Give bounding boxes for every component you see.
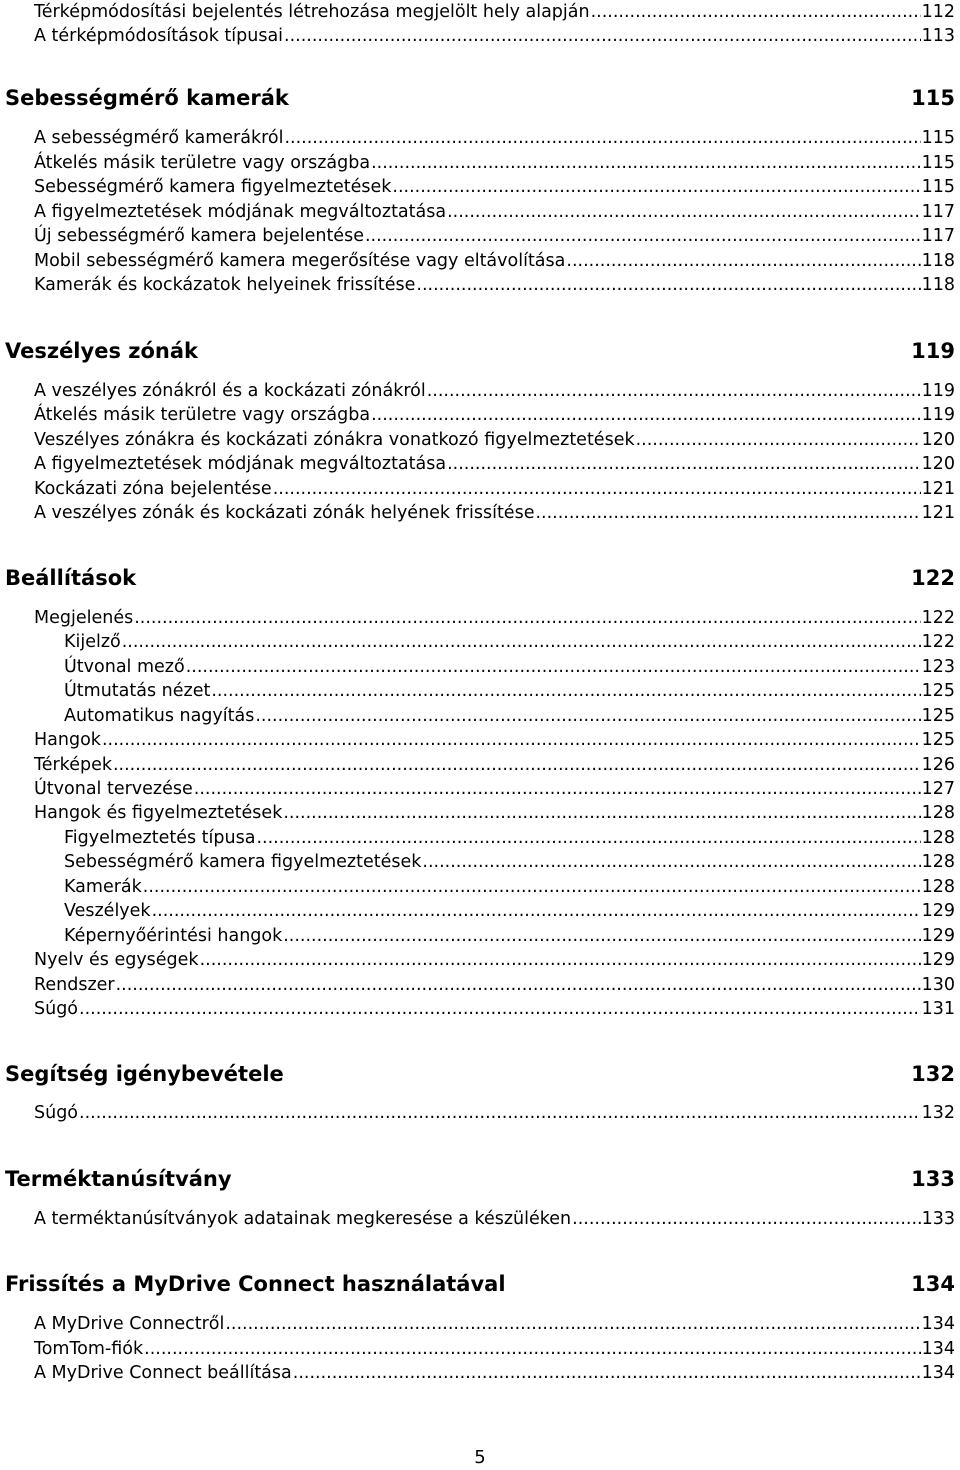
toc-entry-title: Képernyőérintési hangok xyxy=(64,926,283,946)
toc-entry-title: Átkelés másik területre vagy országba xyxy=(34,153,371,173)
dot-leader xyxy=(371,151,921,175)
dot-leader xyxy=(79,1101,921,1125)
toc-entry-title: Megjelenés xyxy=(34,608,134,628)
dot-leader xyxy=(116,973,921,997)
section-heading-page: 132 xyxy=(911,1062,955,1086)
toc-entry-title: A MyDrive Connect beállítása xyxy=(34,1363,292,1383)
dot-leader xyxy=(283,924,920,948)
toc-entry[interactable] xyxy=(34,200,955,224)
toc-entry-page: 128 xyxy=(921,852,955,872)
dot-leader xyxy=(144,1337,920,1361)
toc-entry-title: Útvonal tervezése xyxy=(34,779,193,799)
toc-entry-title: Átkelés másik területre vagy országba xyxy=(34,405,371,425)
toc-entry-title: Nyelv és egységek xyxy=(34,950,199,970)
toc-entry-title: Hangok xyxy=(34,730,101,750)
toc-entry-title: Súgó xyxy=(34,999,79,1019)
dot-leader xyxy=(572,1207,920,1231)
section-heading-title: Terméktanúsítvány xyxy=(5,1167,232,1191)
toc-entry[interactable] xyxy=(34,1207,955,1231)
toc-entry[interactable] xyxy=(34,249,955,273)
toc-entry-title: Automatikus nagyítás xyxy=(64,706,255,726)
section-heading-page: 115 xyxy=(911,86,955,110)
toc-entry-title: Térképek xyxy=(34,755,112,775)
toc-entry-page: 125 xyxy=(921,730,955,750)
dot-leader xyxy=(422,850,920,874)
toc-entry-page: 133 xyxy=(921,1209,955,1229)
toc-entry-title: Sebességmérő kamera figyelmeztetések xyxy=(34,177,392,197)
toc-entry[interactable] xyxy=(34,1361,955,1385)
toc-entry-title: Sebességmérő kamera figyelmeztetések xyxy=(64,852,422,872)
toc-entry-page: 128 xyxy=(921,803,955,823)
toc-entry[interactable] xyxy=(64,924,955,948)
toc-entry-page: 132 xyxy=(921,1103,955,1123)
toc-entry-title: Hangok és figyelmeztetések xyxy=(34,803,283,823)
toc-entry-title: Útmutatás nézet xyxy=(64,681,211,701)
dot-leader xyxy=(293,1361,921,1385)
dot-leader xyxy=(427,379,921,403)
toc-entry-page: 126 xyxy=(921,755,955,775)
toc-entry-page: 129 xyxy=(921,950,955,970)
section-heading-title: Segítség igénybevétele xyxy=(5,1062,284,1086)
section-heading xyxy=(5,1059,955,1089)
toc-entry-page: 118 xyxy=(921,251,955,271)
section-heading-title: Frissítés a MyDrive Connect használatával xyxy=(5,1272,506,1296)
dot-leader xyxy=(371,403,921,427)
toc-entry[interactable] xyxy=(34,379,955,403)
dot-leader xyxy=(225,1312,920,1336)
section-heading xyxy=(5,1269,955,1299)
dot-leader xyxy=(566,249,920,273)
toc-entry[interactable] xyxy=(34,126,955,150)
dot-leader xyxy=(636,428,921,452)
section-heading-page: 133 xyxy=(911,1167,955,1191)
toc-entry-title: A sebességmérő kamerákról xyxy=(34,128,284,148)
toc-entry[interactable] xyxy=(34,728,955,752)
dot-leader xyxy=(392,175,920,199)
toc-entry-title: TomTom-fiók xyxy=(34,1339,144,1359)
toc-entry[interactable] xyxy=(34,973,955,997)
section-heading xyxy=(5,1164,955,1194)
toc-entry-title: A figyelmeztetések módjának megváltoztatása xyxy=(34,202,447,222)
toc-entry-page: 125 xyxy=(921,681,955,701)
toc-entry-title: Súgó xyxy=(34,1103,79,1123)
section-heading-page: 119 xyxy=(911,339,955,363)
toc-entry-title: Figyelmeztetés típusa xyxy=(64,828,256,848)
toc-entry[interactable] xyxy=(34,403,955,427)
toc-entry-title: A veszélyes zónák és kockázati zónák helyének frissítése xyxy=(34,503,535,523)
toc-entry-page: 125 xyxy=(921,706,955,726)
toc-entry[interactable] xyxy=(34,753,955,777)
toc-entry-title: Kamerák és kockázatok helyeinek frissítése xyxy=(34,275,416,295)
dot-leader xyxy=(447,452,921,476)
toc-entry[interactable] xyxy=(64,899,955,923)
toc-entry[interactable] xyxy=(34,428,955,452)
toc-entry-title: Kijelző xyxy=(64,632,121,652)
toc-entry[interactable] xyxy=(34,606,955,630)
section-heading-title: Sebességmérő kamerák xyxy=(5,86,289,110)
toc-entry[interactable] xyxy=(34,0,955,24)
dot-leader xyxy=(284,24,921,48)
toc-entry-page: 129 xyxy=(921,926,955,946)
toc-entry[interactable] xyxy=(34,1312,955,1336)
section-heading xyxy=(5,336,955,366)
toc-entry[interactable] xyxy=(34,151,955,175)
toc-entry-page: 134 xyxy=(921,1363,955,1383)
toc-entry[interactable] xyxy=(34,24,955,48)
toc-entry[interactable] xyxy=(34,948,955,972)
toc-entry-page: 118 xyxy=(921,275,955,295)
dot-leader xyxy=(122,630,921,654)
toc-entry-page: 127 xyxy=(921,779,955,799)
toc-entry-title: A terméktanúsítványok adatainak megkeresése a készüléken xyxy=(34,1209,572,1229)
toc-entry-page: 123 xyxy=(921,657,955,677)
toc-entry-title: A térképmódosítások típusai xyxy=(34,26,284,46)
toc-entry[interactable] xyxy=(64,655,955,679)
toc-entry[interactable] xyxy=(34,801,955,825)
toc-entry[interactable] xyxy=(64,679,955,703)
toc-entry-page: 128 xyxy=(921,877,955,897)
dot-leader xyxy=(284,126,920,150)
toc-entry-title: Rendszer xyxy=(34,975,115,995)
toc-entry[interactable] xyxy=(34,1101,955,1125)
toc-entry-page: 115 xyxy=(921,153,955,173)
toc-entry-page: 120 xyxy=(921,430,955,450)
toc-entry-page: 112 xyxy=(921,2,955,22)
toc-entry-title: Térképmódosítási bejelentés létrehozása megjelölt hely alapján xyxy=(34,2,590,22)
dot-leader xyxy=(113,753,921,777)
toc-entry-page: 134 xyxy=(921,1314,955,1334)
toc-entry-page: 117 xyxy=(921,202,955,222)
dot-leader xyxy=(255,704,920,728)
section-heading xyxy=(5,563,955,593)
toc-entry-title: Kamerák xyxy=(64,877,142,897)
dot-leader xyxy=(134,606,920,630)
dot-leader xyxy=(416,273,920,297)
toc-entry-title: Kockázati zóna bejelentése xyxy=(34,479,272,499)
dot-leader xyxy=(194,777,921,801)
toc-entry-page: 122 xyxy=(921,632,955,652)
toc-entry-page: 129 xyxy=(921,901,955,921)
section-heading-title: Beállítások xyxy=(5,566,137,590)
toc-entry[interactable] xyxy=(64,850,955,874)
page-number: 5 xyxy=(474,1447,486,1468)
section-heading-title: Veszélyes zónák xyxy=(5,339,198,363)
toc-entry-title: Útvonal mező xyxy=(64,657,185,677)
dot-leader xyxy=(273,477,921,501)
toc-entry-page: 113 xyxy=(921,26,955,46)
toc-entry-page: 131 xyxy=(921,999,955,1019)
dot-leader xyxy=(79,997,921,1021)
dot-leader xyxy=(211,679,920,703)
toc-entry-title: Veszélyek xyxy=(64,901,151,921)
dot-leader xyxy=(186,655,921,679)
toc-entry[interactable] xyxy=(64,826,955,850)
toc-entry-page: 121 xyxy=(921,503,955,523)
toc-entry[interactable] xyxy=(34,477,955,501)
toc-entry-title: Veszélyes zónákra és kockázati zónákra vonatkozó figyelmeztetések xyxy=(34,430,635,450)
toc-entry[interactable] xyxy=(34,501,955,525)
toc-entry-title: Új sebességmérő kamera bejelentése xyxy=(34,226,364,246)
dot-leader xyxy=(447,200,921,224)
toc-entry[interactable] xyxy=(64,875,955,899)
toc-entry-page: 122 xyxy=(921,608,955,628)
toc-entry[interactable] xyxy=(34,997,955,1021)
toc-entry-page: 130 xyxy=(921,975,955,995)
toc-entry-page: 117 xyxy=(921,226,955,246)
toc-entry-page: 121 xyxy=(921,479,955,499)
dot-leader xyxy=(283,801,920,825)
toc-entry-page: 115 xyxy=(921,128,955,148)
toc-entry-page: 119 xyxy=(921,405,955,425)
toc-entry[interactable] xyxy=(34,452,955,476)
dot-leader xyxy=(102,728,921,752)
toc-entry[interactable] xyxy=(34,273,955,297)
toc-entry-page: 128 xyxy=(921,828,955,848)
dot-leader xyxy=(591,0,921,24)
toc-entry[interactable] xyxy=(34,777,955,801)
toc-entry-page: 134 xyxy=(921,1339,955,1359)
dot-leader xyxy=(256,826,920,850)
dot-leader xyxy=(365,224,921,248)
section-heading xyxy=(5,83,955,113)
toc-entry-title: A veszélyes zónákról és a kockázati zónákról xyxy=(34,381,426,401)
toc-entry-title: Mobil sebességmérő kamera megerősítése vagy eltávolítása xyxy=(34,251,566,271)
toc-entry-title: A figyelmeztetések módjának megváltoztatása xyxy=(34,454,447,474)
toc-entry-page: 120 xyxy=(921,454,955,474)
toc-entry-page: 115 xyxy=(921,177,955,197)
section-heading-page: 122 xyxy=(911,566,955,590)
toc-entry[interactable] xyxy=(34,175,955,199)
toc-entry[interactable] xyxy=(64,630,955,654)
toc-entry[interactable] xyxy=(34,224,955,248)
toc-entry[interactable] xyxy=(34,1337,955,1361)
toc-entry[interactable] xyxy=(64,704,955,728)
dot-leader xyxy=(200,948,921,972)
dot-leader xyxy=(152,899,921,923)
toc-entry-page: 119 xyxy=(921,381,955,401)
dot-leader xyxy=(143,875,921,899)
section-heading-page: 134 xyxy=(911,1272,955,1296)
dot-leader xyxy=(535,501,920,525)
toc-entry-title: A MyDrive Connectről xyxy=(34,1314,225,1334)
